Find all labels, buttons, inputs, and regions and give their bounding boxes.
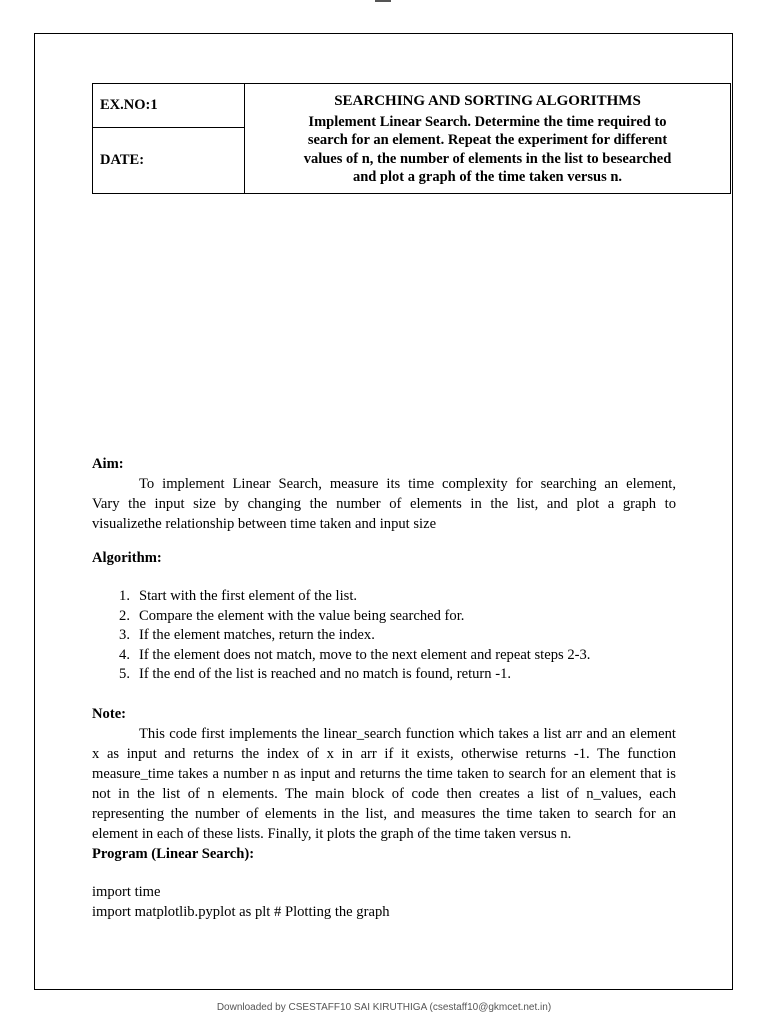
step-number: 5. bbox=[119, 666, 130, 682]
exno-label: EX.NO:1 bbox=[100, 97, 158, 113]
step-number: 4. bbox=[119, 646, 130, 663]
date-label: DATE: bbox=[100, 152, 145, 168]
aim-line: visualizethe relationship between time taken and input size bbox=[92, 516, 437, 532]
program-heading: Program (Linear Search): bbox=[92, 846, 255, 862]
exno-cell bbox=[93, 84, 245, 128]
step-text: Compare the element with the value being searched for. bbox=[139, 607, 465, 624]
step-text: Start with the first element of the list. bbox=[139, 588, 358, 604]
list-item bbox=[92, 664, 676, 684]
step-text: If the end of the list is reached and no match is found, return -1. bbox=[139, 666, 512, 682]
download-footer: Downloaded by CSESTAFF10 SAI KIRUTHIGA (csestaff10@gkmcet.net.in) bbox=[216, 1002, 552, 1013]
code-line: import time bbox=[92, 884, 161, 900]
exercise-title: SEARCHING AND SORTING ALGORITHMS bbox=[334, 93, 641, 110]
step-text: If the element does not match, move to the next element and repeat steps 2-3. bbox=[139, 646, 591, 663]
note-paragraph: This code first implements the linear_search function which takes a list arr and an element x as input and returns the index of x in arr if it exists, otherwise returns -1. The function measure_time takes a number n as input and returns the time taken to search for an element that is not in the list of n elements. The main block of code then creates a list of n_values, each representing the number of elements in the list, and measures the time taken to search for an element in each of these lists. Finally, it plots the graph of the time taken versus n. bbox=[92, 726, 676, 842]
list-item bbox=[92, 625, 676, 645]
algorithm-section bbox=[92, 548, 676, 568]
step-number: 2. bbox=[119, 607, 130, 624]
note-section bbox=[92, 704, 676, 922]
algorithm-steps bbox=[92, 586, 676, 684]
aim-heading: Aim: bbox=[92, 456, 124, 472]
note-heading: Note: bbox=[92, 706, 127, 722]
list-item bbox=[92, 645, 676, 665]
description-line: search for an element. Repeat the experiment for different bbox=[307, 132, 668, 149]
list-item bbox=[92, 606, 676, 626]
description-line: Implement Linear Search. Determine the time required to bbox=[308, 113, 667, 130]
top-edge-mark bbox=[375, 0, 391, 2]
title-cell bbox=[245, 84, 731, 194]
algorithm-list bbox=[92, 586, 676, 684]
step-number: 1. bbox=[119, 588, 130, 604]
step-number: 3. bbox=[119, 627, 130, 643]
description-line: and plot a graph of the time taken versus n. bbox=[352, 169, 623, 186]
algorithm-heading: Algorithm: bbox=[92, 550, 162, 566]
date-cell bbox=[93, 128, 245, 194]
list-item bbox=[92, 586, 676, 606]
header-table bbox=[92, 83, 731, 194]
aim-line: To implement Linear Search, measure its time complexity for searching an element, bbox=[139, 476, 676, 492]
description-line: values of n, the number of elements in the list to besearched bbox=[303, 150, 672, 167]
step-text: If the element matches, return the index. bbox=[139, 627, 375, 643]
aim-line: Vary the input size by changing the number of elements in the list, and plot a graph to bbox=[92, 496, 676, 512]
code-line: import matplotlib.pyplot as plt # Plotting the graph bbox=[92, 904, 390, 920]
spacer bbox=[92, 864, 676, 882]
aim-section bbox=[92, 454, 676, 534]
